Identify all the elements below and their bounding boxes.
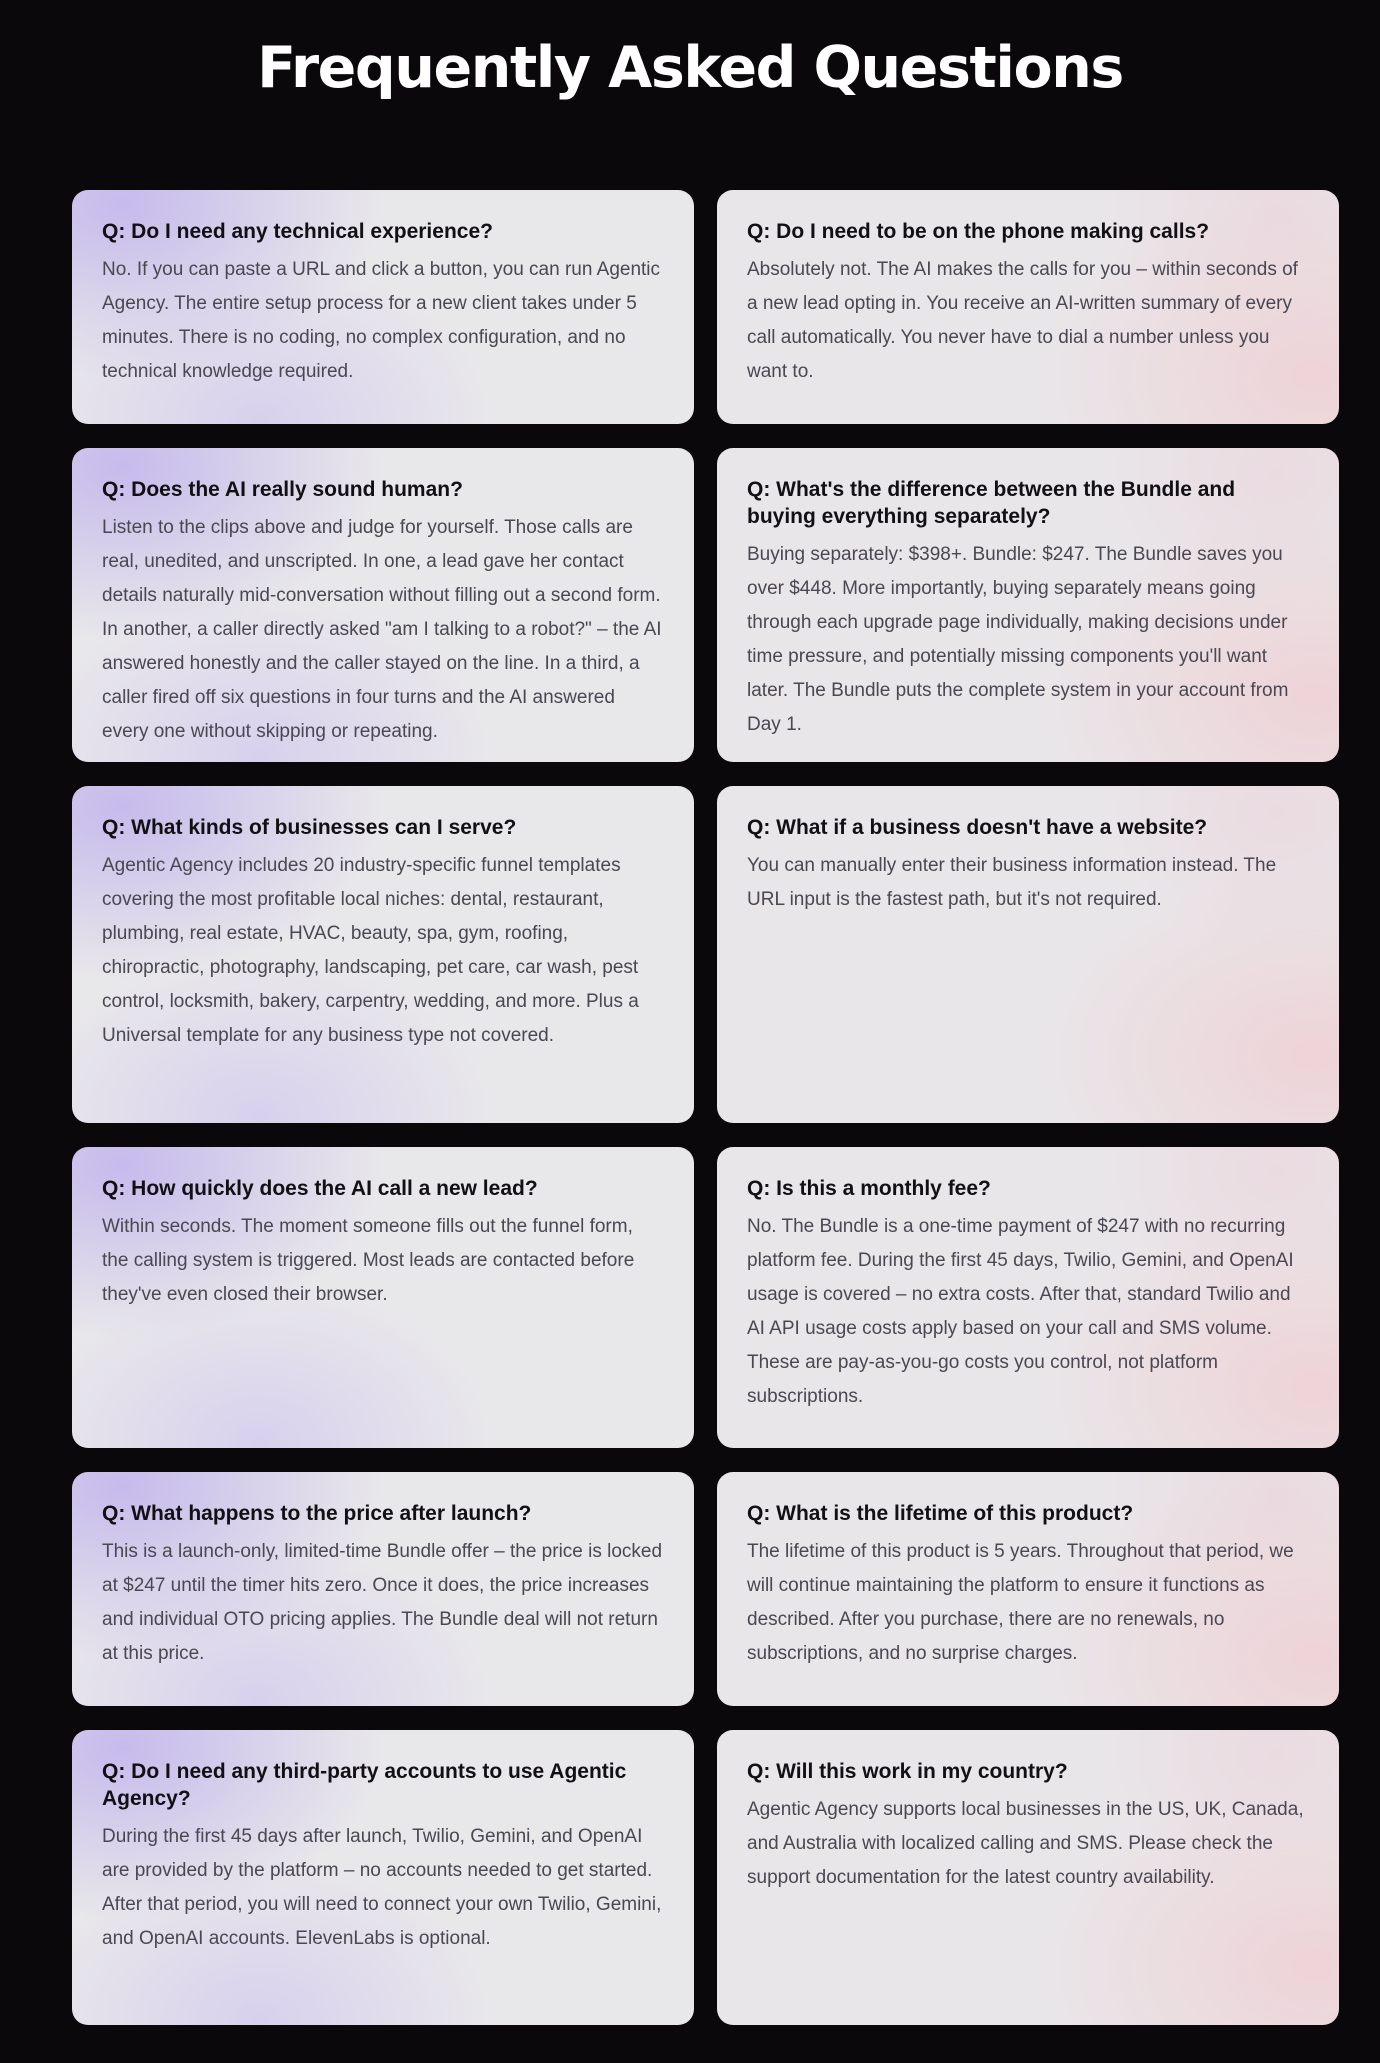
faq-card-no-website bbox=[717, 786, 1339, 1123]
faq-question: Q: How quickly does the AI call a new lead? bbox=[102, 1177, 538, 1200]
faq-card-monthly-fee bbox=[717, 1147, 1339, 1448]
page-title: Frequently Asked Questions bbox=[257, 35, 1123, 101]
faq-answer: Agentic Agency supports local businesses in the US, UK, Canada, and Australia with localized calling and SMS. Please check the support documentation for the latest country availability. bbox=[747, 1799, 1304, 1888]
faq-question: Q: Does the AI really sound human? bbox=[102, 478, 463, 501]
faq-answer: No. If you can paste a URL and click a button, you can run Agentic Agency. The entire setup process for a new client takes under 5 minutes. There is no coding, no complex configuration, and no technical knowledge required. bbox=[102, 259, 661, 382]
faq-answer: Agentic Agency includes 20 industry-specific funnel templates covering the most profitable local niches: dental, restaurant, plumbing, real estate, HVAC, beauty, spa, gym, roofing, chiropractic, photography, landscaping, pet care, car wash, pest control, locksmith, bakery, carpentry, wedding, and more. Plus a Universal template for any business type not covered. bbox=[102, 855, 639, 1046]
faq-answer: Absolutely not. The AI makes the calls for you – within seconds of a new lead opting in. You receive an AI-written summary of every call automatically. You never have to dial a number unless you want to. bbox=[747, 259, 1298, 382]
faq-answer: The lifetime of this product is 5 years. Throughout that period, we will continue maintaining the platform to ensure it functions as described. After you purchase, there are no renewals, no subscriptions, and no surprise charges. bbox=[747, 1541, 1294, 1664]
faq-answer: During the first 45 days after launch, Twilio, Gemini, and OpenAI are provided by the platform – no accounts needed to get started. After that period, you will need to connect your own Twilio, Gemini, and OpenAI accounts. ElevenLabs is optional. bbox=[102, 1826, 662, 1949]
faq-grid bbox=[72, 190, 1339, 2025]
faq-question: Q: What kinds of businesses can I serve? bbox=[102, 816, 517, 839]
faq-answer: Listen to the clips above and judge for yourself. Those calls are real, unedited, and unscripted. In one, a lead gave her contact details naturally mid-conversation without filling out a second form. In another, a caller directly asked "am I talking to a robot?" – the AI answered honestly and the caller stayed on the line. In a third, a caller fired off six questions in four turns and the AI answered every one without skipping or repeating. bbox=[102, 517, 662, 742]
faq-question: Q: What if a business doesn't have a website? bbox=[747, 816, 1208, 839]
faq-card-third-party-accounts bbox=[72, 1730, 694, 2025]
faq-question: Q: Do I need any technical experience? bbox=[102, 220, 493, 243]
faq-answer: No. The Bundle is a one-time payment of $247 with no recurring platform fee. During the first 45 days, Twilio, Gemini, and OpenAI usage is covered – no extra costs. After that, standard Twilio and AI API usage costs apply based on your call and SMS volume. These are pay-as-you-go costs you control, not platform subscriptions. bbox=[747, 1216, 1294, 1407]
faq-card-bundle-difference bbox=[717, 448, 1339, 762]
faq-question: Q: What is the lifetime of this product? bbox=[747, 1502, 1134, 1525]
faq-answer: Buying separately: $398+. Bundle: $247. The Bundle saves you over $448. More importantly, buying separately means going through each upgrade page individually, making decisions under time pressure, and potentially missing components you'll want later. The Bundle puts the complete system in your account from Day 1. bbox=[747, 544, 1289, 735]
faq-question: Q: Do I need any third-party accounts to use Agentic Agency? bbox=[102, 1760, 627, 1810]
faq-answer: This is a launch-only, limited-time Bundle offer – the price is locked at $247 until the timer hits zero. Once it does, the price increases and individual OTO pricing applies. The Bundle deal will not return at this price. bbox=[102, 1541, 663, 1664]
faq-question: Q: Is this a monthly fee? bbox=[747, 1177, 991, 1200]
faq-answer: Within seconds. The moment someone fills out the funnel form, the calling system is triggered. Most leads are contacted before they've even closed their browser. bbox=[102, 1216, 635, 1305]
faq-card-price-after-launch bbox=[72, 1472, 694, 1706]
faq-card-sound-human bbox=[72, 448, 694, 762]
faq-card-business-types bbox=[72, 786, 694, 1123]
faq-card-product-lifetime bbox=[717, 1472, 1339, 1706]
faq-card-country-support bbox=[717, 1730, 1339, 2025]
faq-question: Q: Do I need to be on the phone making calls? bbox=[747, 220, 1210, 243]
faq-answer: You can manually enter their business information instead. The URL input is the fastest path, but it's not required. bbox=[747, 855, 1277, 910]
faq-card-technical-experience bbox=[72, 190, 694, 424]
faq-question: Q: Will this work in my country? bbox=[747, 1760, 1068, 1783]
faq-card-phone-calls bbox=[717, 190, 1339, 424]
faq-question: Q: What's the difference between the Bundle and buying everything separately? bbox=[747, 478, 1236, 528]
faq-question: Q: What happens to the price after launch? bbox=[102, 1502, 532, 1525]
faq-card-call-speed bbox=[72, 1147, 694, 1448]
